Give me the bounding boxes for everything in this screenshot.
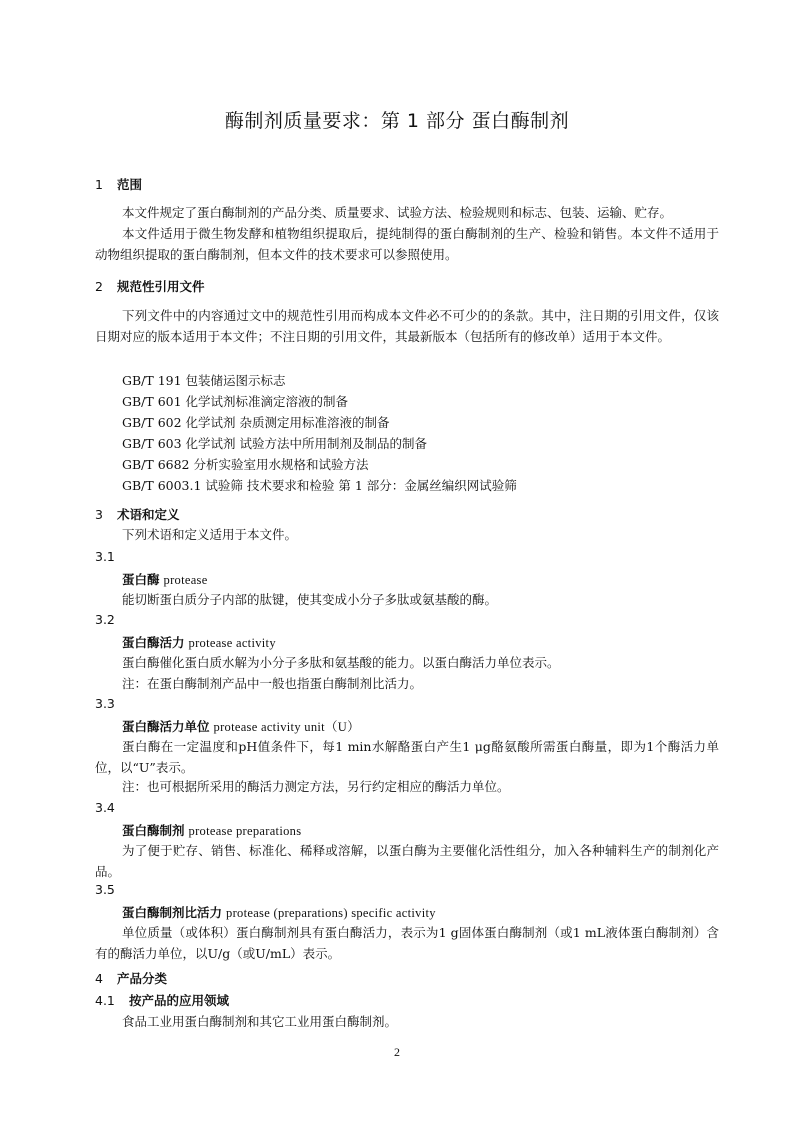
term-number: 3.1 — [95, 549, 115, 564]
term-en: protease activity — [188, 636, 276, 650]
term-title — [122, 821, 301, 839]
subsection-4-1-heading — [95, 991, 229, 1009]
term-cn: 蛋白酶 — [122, 572, 160, 587]
section-title: 产品分类 — [117, 971, 168, 986]
term-note: 注：在蛋白酶制剂产品中一般也指蛋白酶制剂比活力。 — [122, 676, 423, 691]
term-cn: 蛋白酶活力 — [122, 635, 185, 650]
term-number: 3.5 — [95, 882, 115, 897]
section-title: 术语和定义 — [117, 507, 180, 522]
term-definition: 单位质量（或体积）蛋白酶制剂具有蛋白酶活力，表示为1 g固体蛋白酶制剂（或1 mL液体蛋白酶制剂）含有的酶活力单位，以U/g（或U/mL）表示。 — [95, 925, 719, 961]
reference-item: GB/T 603 化学试剂 试验方法中所用制剂及制品的制备 — [122, 436, 427, 451]
section-3-heading — [95, 505, 180, 523]
subsection-title: 按产品的应用领域 — [129, 993, 230, 1008]
section-number: 2 — [95, 279, 103, 294]
term-en: protease activity unit（U） — [213, 720, 360, 734]
term-number: 3.4 — [95, 800, 115, 815]
paragraph: 本文件规定了蛋白酶制剂的产品分类、质量要求、试验方法、检验规则和标志、包装、运输、贮存。 — [122, 205, 673, 220]
term-cn: 蛋白酶活力单位 — [122, 719, 210, 734]
section-title: 范围 — [117, 177, 143, 192]
term-definition: 能切断蛋白质分子内部的肽键，使其变成小分子多肽或氨基酸的酶。 — [122, 592, 498, 607]
section-1-heading — [95, 175, 142, 193]
term-title — [122, 570, 208, 588]
term-note: 注：也可根据所采用的酶活力测定方法，另行约定相应的酶活力单位。 — [122, 779, 510, 794]
term-cn: 蛋白酶制剂 — [122, 823, 185, 838]
term-definition: 蛋白酶在一定温度和pH值条件下，每1 min水解酪蛋白产生1 μg酪氨酸所需蛋白酶量，即为1个酶活力单位，以“U”表示。 — [95, 739, 719, 775]
term-title — [122, 633, 276, 651]
paragraph: 食品工业用蛋白酶制剂和其它工业用蛋白酶制剂。 — [122, 1014, 398, 1029]
term-number: 3.3 — [95, 696, 115, 711]
term-title — [122, 717, 360, 735]
section-2-heading — [95, 277, 205, 295]
term-en: protease preparations — [188, 824, 302, 838]
term-number: 3.2 — [95, 612, 115, 627]
term-definition: 蛋白酶催化蛋白质水解为小分子多肽和氨基酸的能力。以蛋白酶活力单位表示。 — [122, 655, 560, 670]
reference-item: GB/T 6682 分析实验室用水规格和试验方法 — [122, 457, 369, 472]
term-definition: 为了便于贮存、销售、标准化、稀释或溶解，以蛋白酶为主要催化活性组分，加入各种辅料生产的制剂化产品。 — [95, 843, 719, 879]
term-cn: 蛋白酶制剂比活力 — [122, 905, 223, 920]
reference-item: GB/T 191 包装储运图示标志 — [122, 373, 286, 388]
term-en: protease (preparations) specific activity — [226, 906, 436, 920]
reference-item: GB/T 6003.1 试验筛 技术要求和检验 第 1 部分：金属丝编织网试验筛 — [122, 478, 517, 493]
page-title: 酶制剂质量要求：第 1 部分 蛋白酶制剂 — [224, 110, 570, 132]
section-4-heading — [95, 969, 167, 987]
section-number: 4 — [95, 971, 103, 986]
paragraph: 本文件适用于微生物发酵和植物组织提取后，提纯制得的蛋白酶制剂的生产、检验和销售。本文件不适用于动物组织提取的蛋白酶制剂，但本文件的技术要求可以参照使用。 — [95, 226, 719, 262]
paragraph: 下列术语和定义适用于本文件。 — [122, 527, 298, 542]
reference-item: GB/T 602 化学试剂 杂质测定用标准溶液的制备 — [122, 415, 390, 430]
term-title — [122, 903, 436, 921]
term-en: protease — [163, 573, 208, 587]
paragraph: 下列文件中的内容通过文中的规范性引用而构成本文件必不可少的的条款。其中，注日期的引用文件，仅该日期对应的版本适用于本文件；不注日期的引用文件，其最新版本（包括所有的修改单）适用于本文件。 — [95, 308, 719, 344]
section-number: 3 — [95, 507, 103, 522]
section-title: 规范性引用文件 — [117, 279, 205, 294]
section-number: 1 — [95, 177, 103, 192]
page-number: 2 — [394, 1045, 400, 1059]
reference-item: GB/T 601 化学试剂标准滴定溶液的制备 — [122, 394, 349, 409]
subsection-number: 4.1 — [95, 993, 115, 1008]
